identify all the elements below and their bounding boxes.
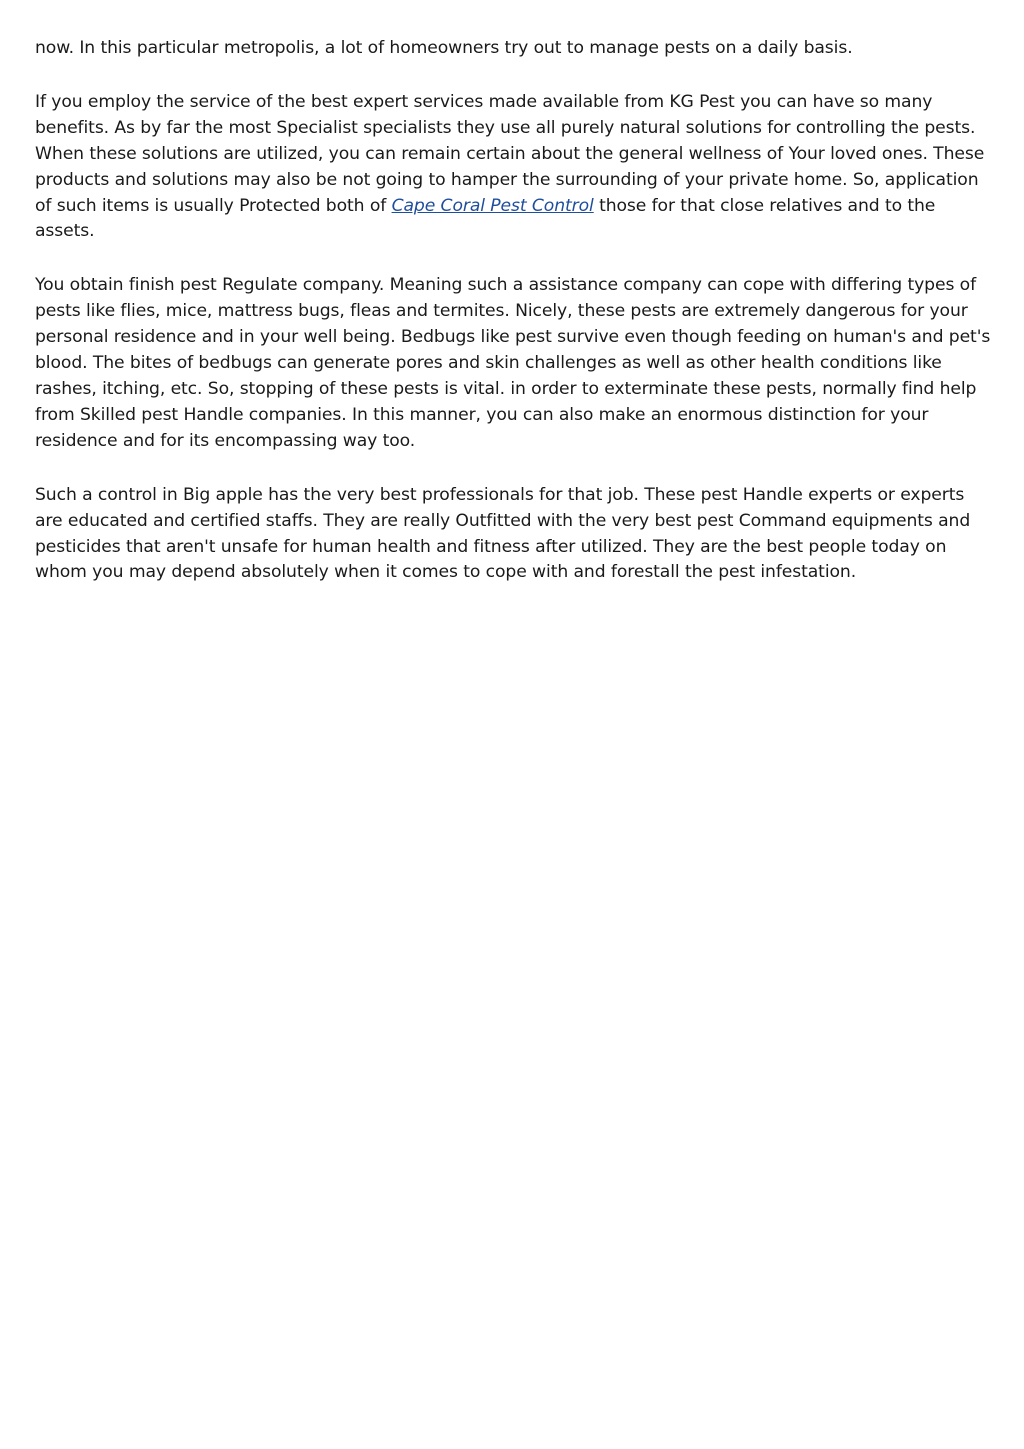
paragraph-2 [35,90,995,245]
paragraph-3: You obtain finish pest Regulate company. Meaning such a assistance company can cope with differing types of pests like flies, mice, mattress bugs, fleas and termites. Nicely, these pests are extremely dangerous for your personal residence and in your well being. Bedbugs like pest survive even though feeding on human's and pet's blood. The bites of bedbugs can generate pores and skin challenges as well as other health conditions like rashes, itching, etc. So, stopping of these pests is vital. in order to exterminate these pests, normally find help from Skilled pest Handle companies. In this manner, you can also make an enormous distinction for your residence and for its encompassing way too. [35,275,991,451]
document-body [35,36,995,614]
paragraph-4: Such a control in Big apple has the very best professionals for that job. These pest Handle experts or experts are educated and certified staffs. They are really Outfitted with the very best pest Command equipments and pesticides that aren't unsafe for human health and fitness after utilized. They are the best people today on whom you may depend absolutely when it comes to cope with and forestall the pest infestation. [35,484,971,583]
paragraph-2-before-link: If you employ the service of the best expert services made available from KG Pest you can have so many benefits. As by far the most Specialist specialists they use all purely natural solutions for controlling the pests. When these solutions are utilized, you can remain certain about the general wellness of Your loved ones. These products and solutions may also be not going to hamper the surrounding of your private home. So, application of such items is usually Protected both of [35,91,985,216]
paragraph-1: now. In this particular metropolis, a lot of homeowners try out to manage pests on a daily basis. [35,38,853,58]
cape-coral-pest-control-link[interactable]: Cape Coral Pest Control [391,195,594,216]
paragraph-2-after-link: those for that close relatives and to the assets. [35,195,936,242]
